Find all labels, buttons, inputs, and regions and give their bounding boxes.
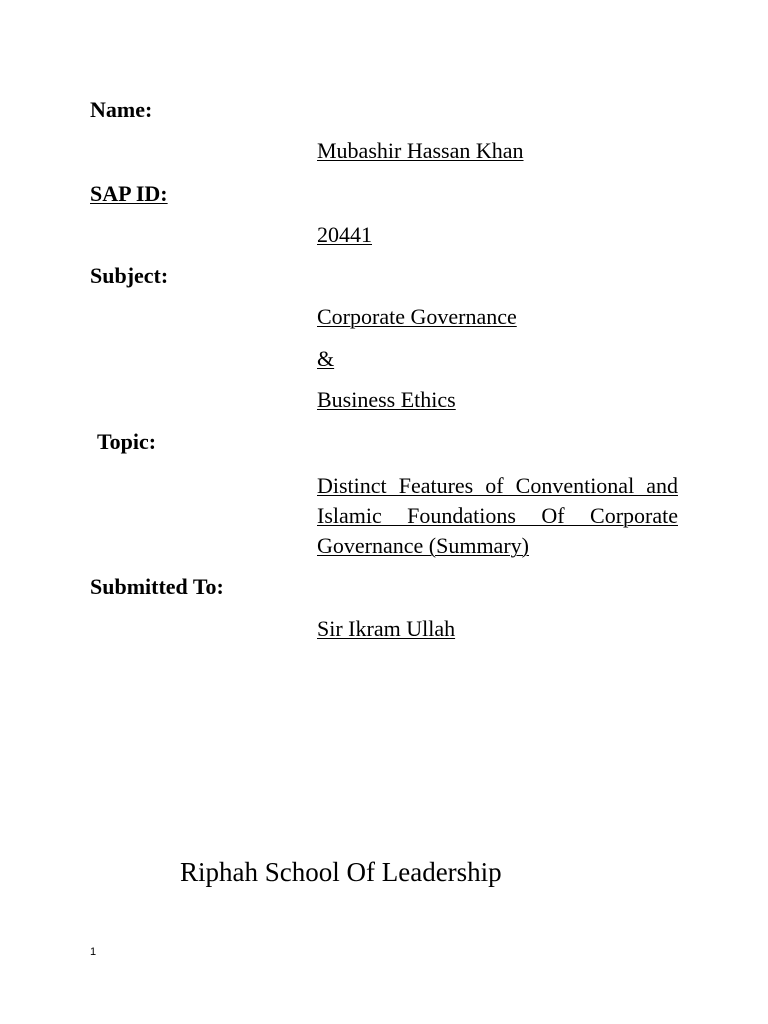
subject-line-1: Corporate Governance xyxy=(317,304,517,329)
name-value: Mubashir Hassan Khan xyxy=(317,138,524,163)
sap-id-label: SAP ID: xyxy=(90,181,168,206)
name-label: Name: xyxy=(90,97,153,122)
subject-line-3: Business Ethics xyxy=(317,387,456,412)
page-number: 1 xyxy=(90,946,97,958)
topic-value: Distinct Features of Conventional and Islamic Foundations Of Corporate Governance (Summary) xyxy=(317,473,678,558)
school-name: Riphah School Of Leadership xyxy=(180,857,502,887)
subject-line-2: & xyxy=(317,346,335,371)
submitted-to-value: Sir Ikram Ullah xyxy=(317,616,456,641)
sap-id-value: 20441 xyxy=(317,222,372,247)
submitted-to-label: Submitted To: xyxy=(90,574,224,599)
subject-label: Subject: xyxy=(90,263,169,288)
topic-label: Topic: xyxy=(97,429,157,454)
